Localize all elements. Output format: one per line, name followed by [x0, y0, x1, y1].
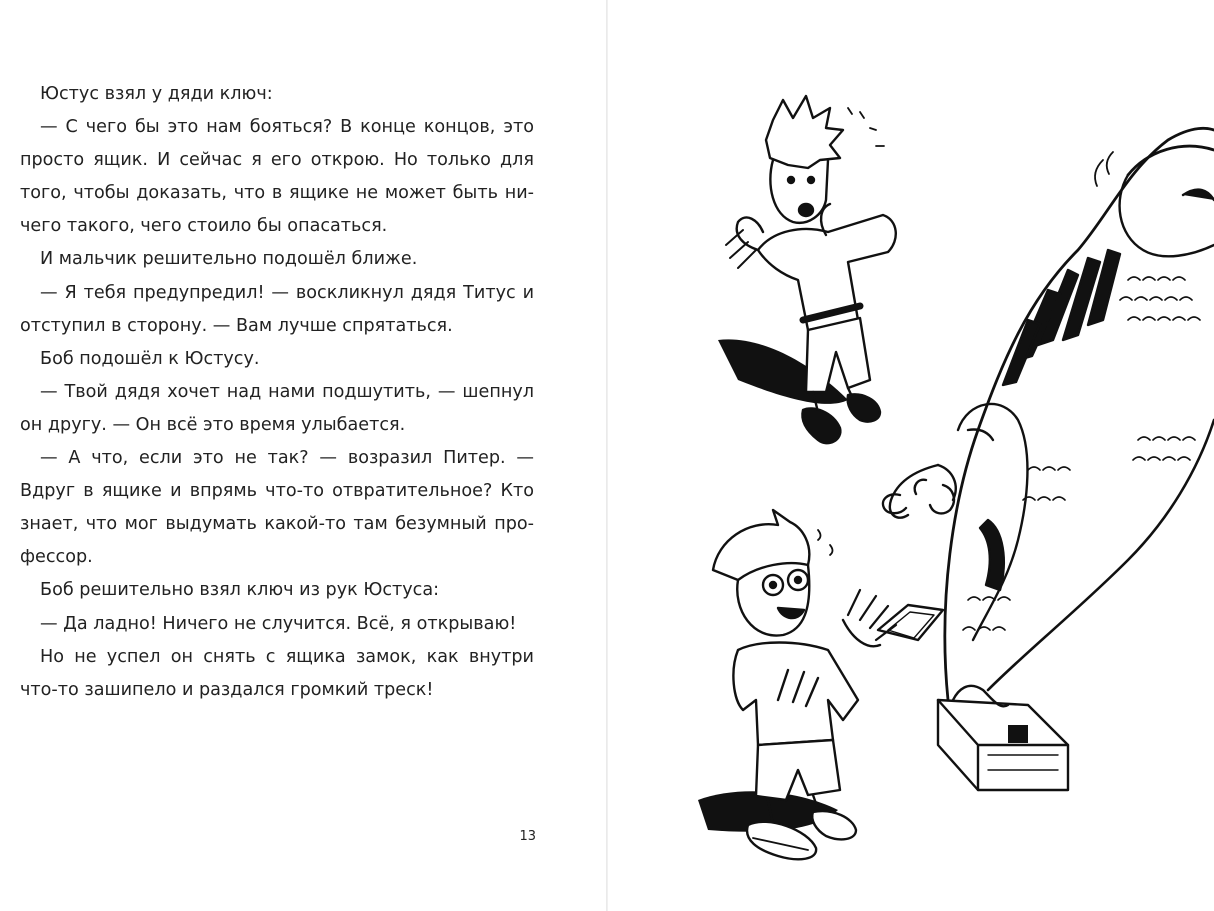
story-text — [20, 78, 534, 707]
monster-chest-illustration — [608, 0, 1214, 911]
boy-justus — [718, 96, 896, 443]
paragraph: — С чего бы это нам бояться? В конце концов, это просто ящик. И сейчас я его открою. Но только для того, чтобы доказать, что в ящике не может быть ничего такого, чего стоило бы опасаться. — [20, 117, 534, 237]
paragraph: Боб подошёл к Юстусу. — [40, 348, 260, 369]
paragraph: — Я тебя предупредил! — воскликнул дядя Титус и отступил в сторону. — Вам лучше спрятаться. — [20, 282, 534, 336]
paragraph: И мальчик решительно подошёл ближе. — [40, 249, 418, 270]
paragraph: Боб решительно взял ключ из рук Юстуса: — [40, 580, 440, 601]
open-chest — [878, 605, 1068, 790]
left-page — [0, 0, 606, 911]
page-number: 13 — [519, 829, 536, 844]
paragraph: Но не успел он снять с ящика замок, как внутри что-то зашипело и раздался громкий треск! — [20, 646, 534, 700]
paragraph: Юстус взял у дяди ключ: — [40, 84, 273, 104]
paragraph: — Да ладно! Ничего не случится. Всё, я открываю! — [40, 613, 517, 634]
boy-bob — [698, 510, 896, 859]
paragraph: — А что, если это не так? — возразил Питер. — Вдруг в ящике и впрямь что-то отвратительное? Кто знает, что мог выдумать какой-то там безумный профессор. — [20, 448, 534, 568]
right-page — [608, 0, 1214, 911]
paragraph: — Твой дядя хочет над нами подшутить, — шепнул он другу. — Он всё это время улыбается. — [20, 381, 534, 435]
